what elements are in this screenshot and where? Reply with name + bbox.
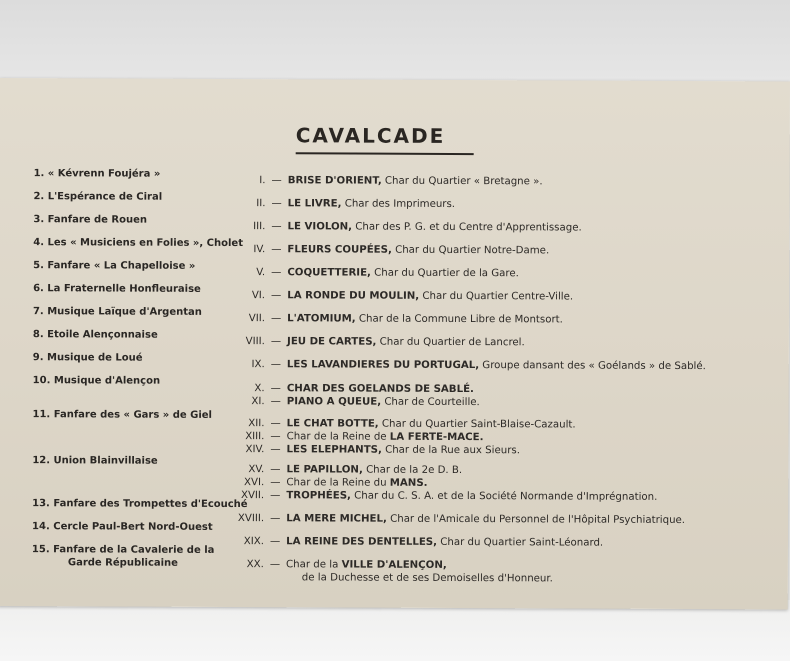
- float-item: [218, 477, 427, 489]
- float-dash: —: [270, 513, 281, 525]
- float-item: [218, 464, 462, 476]
- background-top: [0, 0, 790, 82]
- float-item: [218, 490, 657, 503]
- float-desc: Char de Courteille.: [381, 396, 480, 409]
- float-item-continued: de la Duchesse et de ses Demoiselles d'Honneur.: [301, 572, 553, 585]
- float-desc: Char du Quartier Saint-Blaise-Cazault.: [378, 418, 576, 431]
- float-name: BRISE D'ORIENT,: [287, 175, 382, 187]
- float-dash: —: [270, 336, 282, 348]
- float-number: XI.: [251, 396, 265, 408]
- float-dash: —: [270, 444, 281, 456]
- float-name: LE CHAT BOTTE,: [286, 418, 379, 430]
- float-desc: Char de l'Amicale du Personnel de l'Hôpital Psychiatrique.: [386, 513, 686, 526]
- float-desc: Char du Quartier de Lancrel.: [376, 336, 525, 349]
- float-dash: —: [270, 477, 281, 489]
- float-number: III.: [253, 221, 266, 233]
- float-number: XVI.: [244, 477, 265, 489]
- float-number: XV.: [248, 464, 265, 476]
- float-number: XII.: [248, 418, 265, 430]
- float-name: LA MERE MICHEL,: [286, 513, 387, 525]
- float-number: VI.: [251, 290, 266, 302]
- float-dash: —: [271, 267, 282, 279]
- float-item: [218, 431, 483, 443]
- float-number: XVII.: [240, 490, 265, 502]
- float-desc: Char du C. S. A. et de la Société Normande d'Imprégnation.: [350, 490, 658, 503]
- float-desc: Char de la Reine du: [286, 477, 390, 489]
- band-item: 3. Fanfare de Rouen: [33, 214, 148, 226]
- float-number: I.: [259, 175, 266, 187]
- float-number: XIII.: [245, 431, 265, 443]
- background-bottom: [0, 600, 790, 661]
- float-name: LES ELEPHANTS,: [286, 444, 382, 456]
- float-desc: Groupe dansant des « Goélands » de Sablé.: [479, 360, 706, 373]
- float-item: [219, 336, 525, 348]
- float-desc: Char des P. G. et du Centre d'Apprentissage.: [352, 221, 582, 234]
- float-dash: —: [271, 290, 282, 302]
- float-name: LE LIVRE,: [287, 198, 342, 210]
- float-name: CHAR DES GOELANDS DE SABLÉ.: [286, 383, 474, 396]
- band-item: 1. « Kévrenn Foujéra »: [33, 168, 161, 180]
- float-dash: —: [270, 431, 281, 443]
- band-item-continued: Garde Républicaine: [67, 557, 179, 569]
- float-name: LA FERTE-MACE.: [389, 431, 484, 444]
- float-name: LA RONDE DU MOULIN,: [287, 290, 420, 302]
- float-dash: —: [270, 359, 281, 371]
- band-item: 2. L'Espérance de Ciral: [33, 191, 163, 203]
- float-desc: Char du Quartier Notre-Dame.: [391, 244, 550, 257]
- float-desc: Char de la 2e D. B.: [362, 464, 463, 477]
- float-desc: Char de la: [286, 559, 342, 571]
- float-item: [218, 559, 447, 571]
- band-item: 12. Union Blainvillaise: [32, 455, 158, 467]
- float-item: [219, 198, 455, 210]
- float-number: IV.: [253, 244, 266, 256]
- float-name: JEU DE CARTES,: [287, 336, 377, 348]
- float-dash: —: [271, 221, 282, 233]
- band-item: 14. Cercle Paul-Bert Nord-Ouest: [32, 521, 213, 533]
- float-number: XX.: [246, 559, 264, 571]
- float-number: IX.: [251, 359, 265, 371]
- float-item: [218, 536, 603, 549]
- title-underline: [296, 152, 474, 155]
- float-item: [218, 513, 685, 526]
- float-item: [219, 244, 549, 256]
- float-desc: Char de la Rue aux Sieurs.: [381, 444, 520, 457]
- float-item: [219, 313, 563, 326]
- float-desc: Char des Imprimeurs.: [341, 198, 456, 210]
- float-name: L'ATOMIUM,: [287, 313, 356, 325]
- float-dash: —: [269, 559, 281, 571]
- float-dash: —: [270, 313, 282, 325]
- float-name: LE PAPILLON,: [286, 464, 363, 476]
- band-item: 7. Musique Laïque d'Argentan: [32, 306, 202, 318]
- float-number: V.: [256, 267, 266, 279]
- float-desc: Char du Quartier « Bretagne ».: [381, 175, 543, 188]
- float-item: [219, 396, 480, 408]
- float-desc: Char de la Reine de: [286, 431, 390, 443]
- band-item: 5. Fanfare « La Chapelloise »: [33, 260, 196, 272]
- float-item: [220, 175, 543, 187]
- float-dash: —: [270, 490, 281, 502]
- float-desc: Char du Quartier Centre-Ville.: [419, 290, 574, 303]
- float-dash: —: [270, 418, 281, 430]
- float-dash: —: [271, 198, 282, 210]
- float-item: [218, 444, 520, 456]
- float-dash: —: [269, 536, 281, 548]
- float-name: PIANO A QUEUE,: [286, 396, 382, 408]
- band-item: 15. Fanfare de la Cavalerie de la: [31, 544, 215, 556]
- float-item: [219, 221, 581, 234]
- band-item: 6. La Fraternelle Honfleuraise: [33, 283, 201, 295]
- band-item: 13. Fanfare des Trompettes d'Ecouché: [32, 498, 248, 511]
- band-item: 9. Musique de Loué: [32, 352, 143, 364]
- program-sheet: [0, 78, 790, 609]
- float-desc: Char du Quartier de la Gare.: [370, 267, 519, 280]
- band-item: 4. Les « Musiciens en Folies », Cholet: [33, 237, 244, 250]
- page-title: CAVALCADE: [295, 123, 446, 148]
- float-item: [218, 418, 575, 431]
- float-name: FLEURS COUPÉES,: [287, 244, 392, 256]
- float-desc: Char du Quartier Saint-Léonard.: [437, 536, 604, 549]
- float-dash: —: [270, 464, 281, 476]
- float-item: [219, 290, 573, 303]
- float-desc: Char de la Commune Libre de Montsort.: [355, 313, 563, 326]
- float-name: TROPHÉES,: [286, 490, 351, 502]
- band-item: 10. Musique d'Alençon: [32, 375, 161, 387]
- float-item: [219, 383, 474, 395]
- float-dash: —: [270, 383, 281, 395]
- float-number: II.: [256, 198, 266, 210]
- band-item: 8. Etoile Alençonnaise: [32, 329, 158, 341]
- float-name: LA REINE DES DENTELLES,: [286, 536, 438, 548]
- float-number: X.: [254, 383, 265, 395]
- float-name: MANS.: [389, 477, 428, 489]
- float-name: LE VIOLON,: [287, 221, 353, 233]
- float-name: COQUETTERIE,: [287, 267, 371, 279]
- float-number: VIII.: [245, 336, 265, 348]
- float-number: VII.: [248, 313, 265, 325]
- float-dash: —: [271, 244, 282, 256]
- float-item: [219, 267, 519, 279]
- float-number: XVIII.: [237, 513, 265, 525]
- float-item: [219, 359, 706, 372]
- float-name: LES LAVANDIERES DU PORTUGAL,: [286, 359, 480, 372]
- band-item: 11. Fanfare des « Gars » de Giel: [32, 409, 213, 421]
- float-dash: —: [271, 175, 282, 187]
- float-number: XIV.: [245, 444, 265, 456]
- float-dash: —: [270, 396, 281, 408]
- float-number: XIX.: [243, 536, 265, 548]
- float-name: VILLE D'ALENÇON,: [341, 559, 447, 571]
